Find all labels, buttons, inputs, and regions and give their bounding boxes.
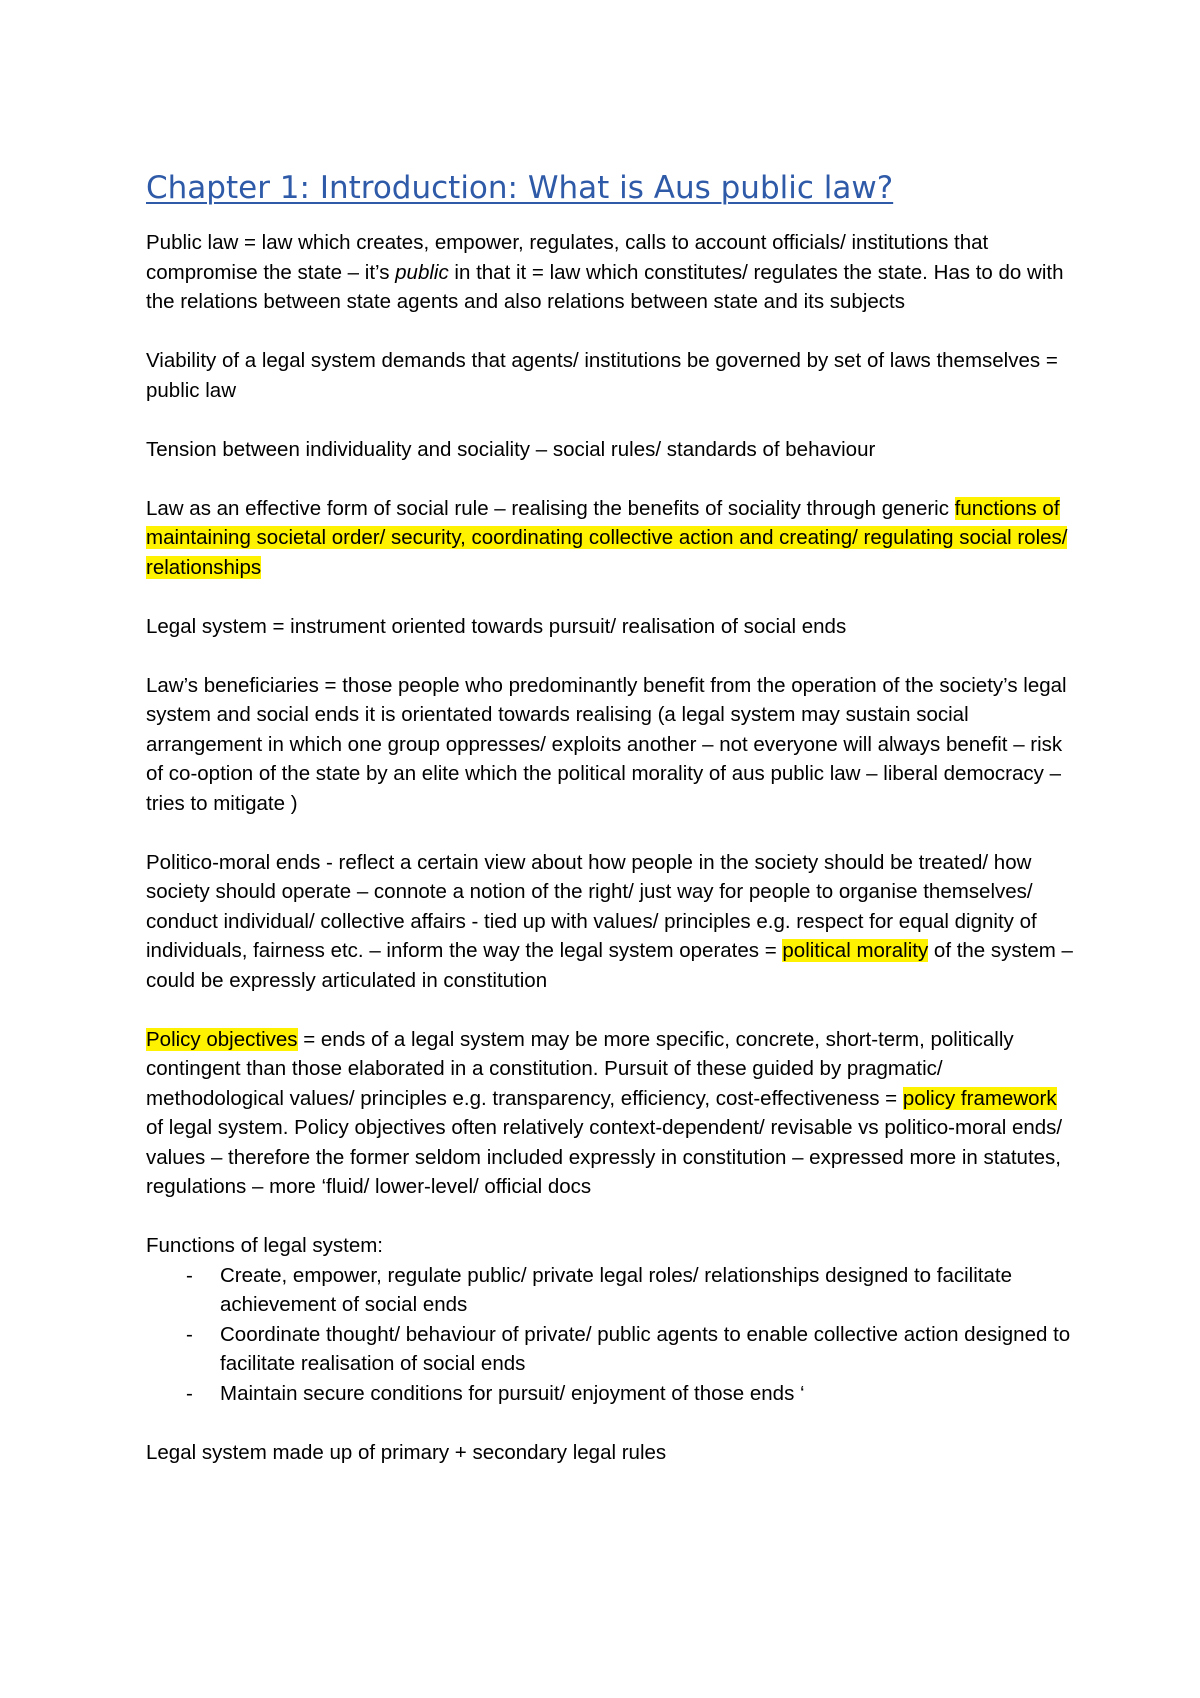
text-run: of the system – could be expressly articulated in constitution <box>146 939 1073 992</box>
functions-list <box>146 1261 1076 1409</box>
paragraph-viability: Viability of a legal system demands that agents/ institutions be governed by set of laws themselves = public law <box>146 349 1058 402</box>
chapter-title: Chapter 1: Introduction: What is Aus public law? <box>146 170 894 206</box>
list-item: - Coordinate thought/ behaviour of private/ public agents to enable collective action designed to facilitate realisation of social ends <box>146 1320 1076 1379</box>
highlighted-text: policy framework <box>902 1086 1057 1110</box>
text-run: Law as an effective form of social rule – realising the benefits of sociality through generic <box>146 496 955 520</box>
paragraph-primary-secondary-rules: Legal system made up of primary + secondary legal rules <box>146 1440 667 1464</box>
paragraph-policy-objectives <box>146 1025 1076 1202</box>
document-body <box>146 168 1076 1497</box>
paragraph-legal-system-instrument: Legal system = instrument oriented towards pursuit/ realisation of social ends <box>146 614 847 638</box>
paragraph-public-law-definition <box>146 228 1076 317</box>
text-run: Public law = law which creates, empower, regulates, calls to account officials/ institutions that compromise the state – it’s <box>146 231 989 284</box>
paragraph-beneficiaries: Law’s beneficiaries = those people who predominantly benefit from the operation of the society’s legal system and social ends it is orientated towards realising (a legal system may sustain social arrangement in which one group oppresses/ exploits another – not everyone will always benefit – risk of co-option of the state by an elite which the political morality of aus public law – liberal democracy – tries to mitigate ) <box>146 673 1067 815</box>
text-run: Politico-moral ends - reflect a certain view about how people in the society should be treated/ how society should operate – connote a notion of the right/ just way for people to organise themselves/ conduct individual/ collective affairs - tied up with values/ principles e.g. respect for equal dignity of individuals, fairness etc. – inform the way the legal system operates = <box>146 850 1037 962</box>
text-run: = ends of a legal system may be more specific, concrete, short-term, politically contingent than those elaborated in a constitution. Pursuit of these guided by pragmatic/ methodological values/ principles e.g. transparency, efficiency, cost-effectiveness = <box>146 1027 1014 1110</box>
highlighted-text: functions of maintaining societal order/ security, coordinating collective action and creating/ regulating social roles/ relationships <box>146 496 1068 579</box>
text-run: in that it = law which constitutes/ regulates the state. Has to do with the relations between state agents and also relations between state and its subjects <box>146 260 1064 313</box>
list-item: - Maintain secure conditions for pursuit/ enjoyment of those ends ‘ <box>146 1379 1076 1409</box>
paragraph-tension: Tension between individuality and sociality – social rules/ standards of behaviour <box>146 437 876 461</box>
paragraph-social-rule <box>146 494 1076 583</box>
highlighted-text: Policy objectives <box>146 1027 298 1051</box>
functions-heading: Functions of legal system: <box>146 1234 383 1257</box>
paragraph-politico-moral-ends <box>146 848 1076 996</box>
text-run: of legal system. Policy objectives often relatively context-dependent/ revisable vs politico-moral ends/ values – therefore the former seldom included expressly in constitution – expressed more in statutes, regulations – more ‘fluid/ lower-level/ official docs <box>146 1116 1063 1198</box>
highlighted-text: political morality <box>782 939 929 962</box>
list-item: - Create, empower, regulate public/ private legal roles/ relationships designed to facilitate achievement of social ends <box>146 1261 1076 1320</box>
italic-text: public <box>395 260 449 284</box>
